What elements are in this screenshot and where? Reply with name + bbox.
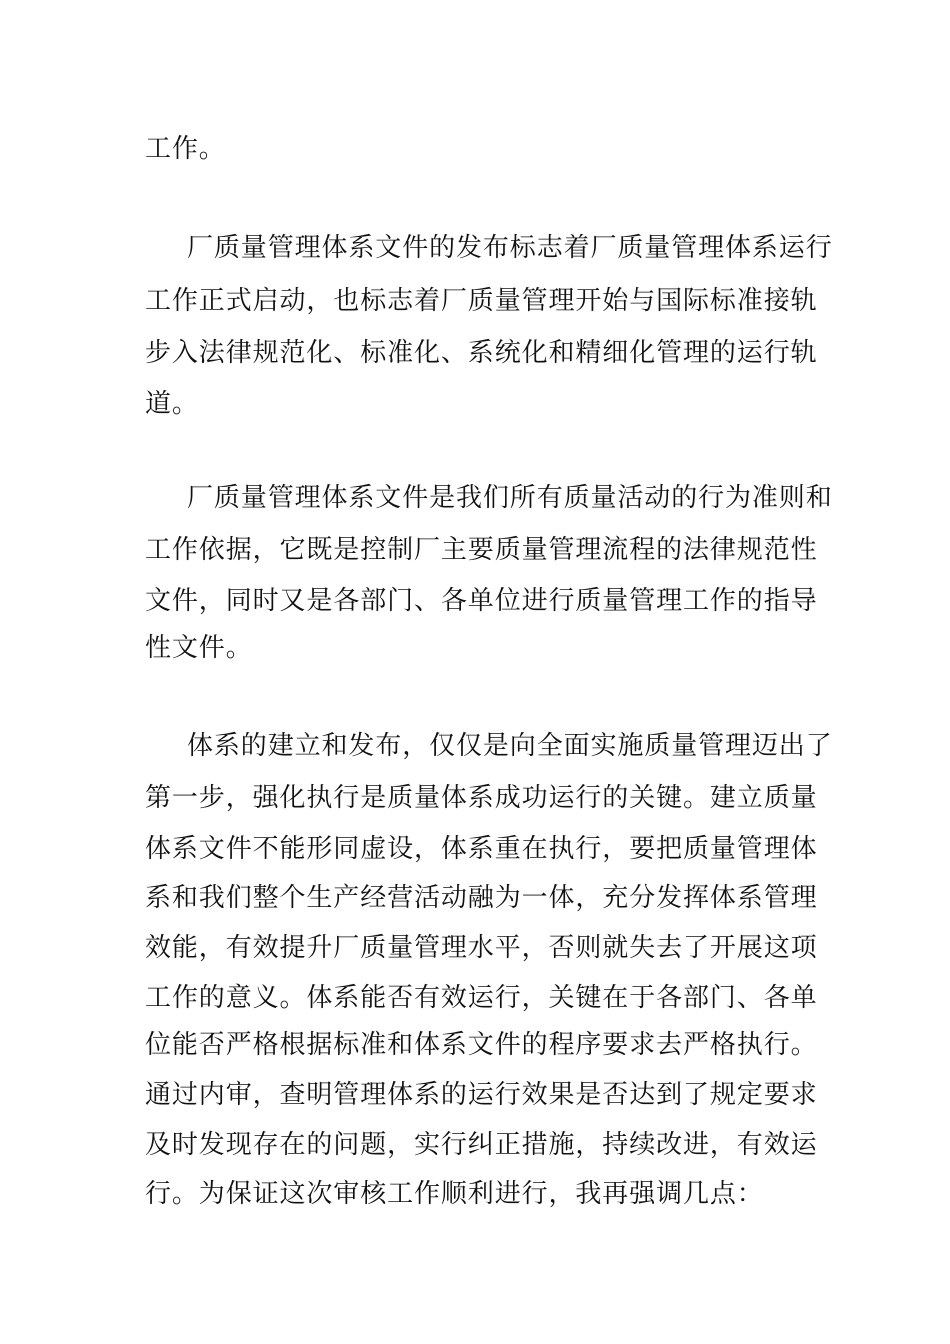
paragraph-line: 及时发现存在的问题，实行纠正措施，持续改进，有效运 <box>145 1130 818 1160</box>
paragraph-line: 道。 <box>145 389 199 419</box>
paragraph-line: 体系文件不能形同虚设，体系重在执行，要把质量管理体 <box>145 834 818 864</box>
paragraph-line: 通过内审，查明管理体系的运行效果是否达到了规定要求 <box>145 1080 818 1110</box>
paragraph-line: 工作。 <box>145 134 226 164</box>
paragraph-line: 第一步，强化执行是质量体系成功运行的关键。建立质量 <box>145 783 818 813</box>
paragraph-line: 工作的意义。体系能否有效运行，关键在于各部门、各单 <box>145 983 818 1013</box>
paragraph-line: 行。为保证这次审核工作顺利进行，我再强调几点： <box>145 1179 764 1209</box>
paragraph-line: 厂质量管理体系文件的发布标志着厂质量管理体系运行 <box>187 233 833 263</box>
paragraph-line: 位能否严格根据标准和体系文件的程序要求去严格执行。 <box>145 1030 818 1060</box>
paragraph-line: 步入法律规范化、标准化、系统化和精细化管理的运行轨 <box>145 338 818 368</box>
paragraph-line: 效能，有效提升厂质量管理水平，否则就失去了开展这项 <box>145 933 818 963</box>
paragraph-line: 体系的建立和发布，仅仅是向全面实施质量管理迈出了 <box>187 731 833 761</box>
paragraph-line: 厂质量管理体系文件是我们所有质量活动的行为准则和 <box>187 483 833 513</box>
paragraph-line: 工作正式启动，也标志着厂质量管理开始与国际标准接轨 <box>145 286 818 316</box>
paragraph-line: 文件，同时又是各部门、各单位进行质量管理工作的指导 <box>145 586 818 616</box>
paragraph-line: 性文件。 <box>145 633 253 663</box>
paragraph-line: 工作依据，它既是控制厂主要质量管理流程的法律规范性 <box>145 535 818 565</box>
paragraph-line: 系和我们整个生产经营活动融为一体，充分发挥体系管理 <box>145 883 818 913</box>
